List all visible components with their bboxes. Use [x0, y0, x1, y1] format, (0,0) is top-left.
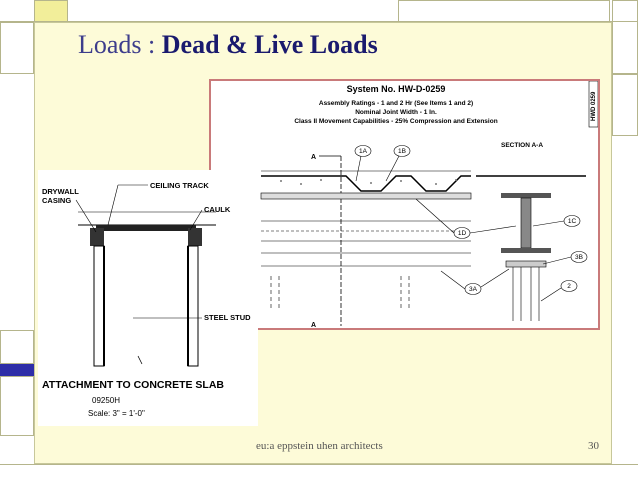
drywall-casing-label-2: CASING [42, 196, 72, 205]
callout-1d: 1D [457, 230, 467, 237]
callout-1c: 1C [567, 218, 577, 225]
steel-stud-label: STEEL STUD [204, 313, 251, 322]
joint-width-text: Nominal Joint Width - 1 In. [355, 109, 437, 116]
section-mark-bottom: A [311, 322, 317, 328]
side-tag-text: HWD 0259 [591, 91, 597, 121]
concrete-hatch [280, 179, 457, 185]
assembly-ratings-text: Assembly Ratings - 1 and 2 Hr (See Items 1 and 2) [318, 100, 474, 107]
callout-1b: 1B [398, 148, 406, 155]
deco-square-left-3 [0, 376, 34, 436]
title-bold: Dead & Live Loads [161, 30, 378, 59]
deco-square-yellow-top [34, 0, 68, 22]
deco-square-left-2 [0, 330, 34, 364]
footer-firm: eu:a eppstein uhen architects [256, 440, 383, 452]
attachment-code: 09250H [92, 396, 121, 405]
system-no-text: System No. HW-D-0259 [346, 84, 446, 94]
section-aa-label: SECTION A-A [501, 142, 544, 149]
callout-3a: 3A [469, 286, 477, 293]
drywall-casing-label-1: DRYWALL [42, 187, 79, 196]
deco-square-right-2 [612, 74, 638, 136]
system-detail-drawing [211, 81, 598, 328]
title-prefix: Loads : [78, 30, 162, 59]
attachment-detail-figure [38, 170, 258, 426]
deco-line-bottom [0, 464, 638, 478]
attachment-heading: ATTACHMENT TO CONCRETE SLAB [42, 379, 224, 391]
callout-1a: 1A [359, 148, 367, 155]
movement-text: Class II Movement Capabilities - 25% Compression and Extension [294, 118, 498, 125]
system-detail-figure [209, 79, 600, 330]
deco-square-top-right [398, 0, 610, 22]
section-mark-top: A [311, 154, 317, 161]
deco-square-right-1 [612, 0, 638, 74]
deco-square-left-blue [0, 364, 34, 376]
deco-square-left-1 [0, 22, 34, 74]
attachment-scale: Scale: 3" = 1'-0" [88, 409, 145, 418]
page-number: 30 [588, 440, 599, 452]
caulk-label: CAULK [204, 205, 231, 214]
callout-2: 2 [567, 283, 571, 290]
ceiling-track-label: CEILING TRACK [150, 181, 209, 190]
slide-title [78, 30, 378, 60]
attachment-detail-drawing [38, 170, 258, 426]
callout-3b: 3B [575, 254, 583, 261]
